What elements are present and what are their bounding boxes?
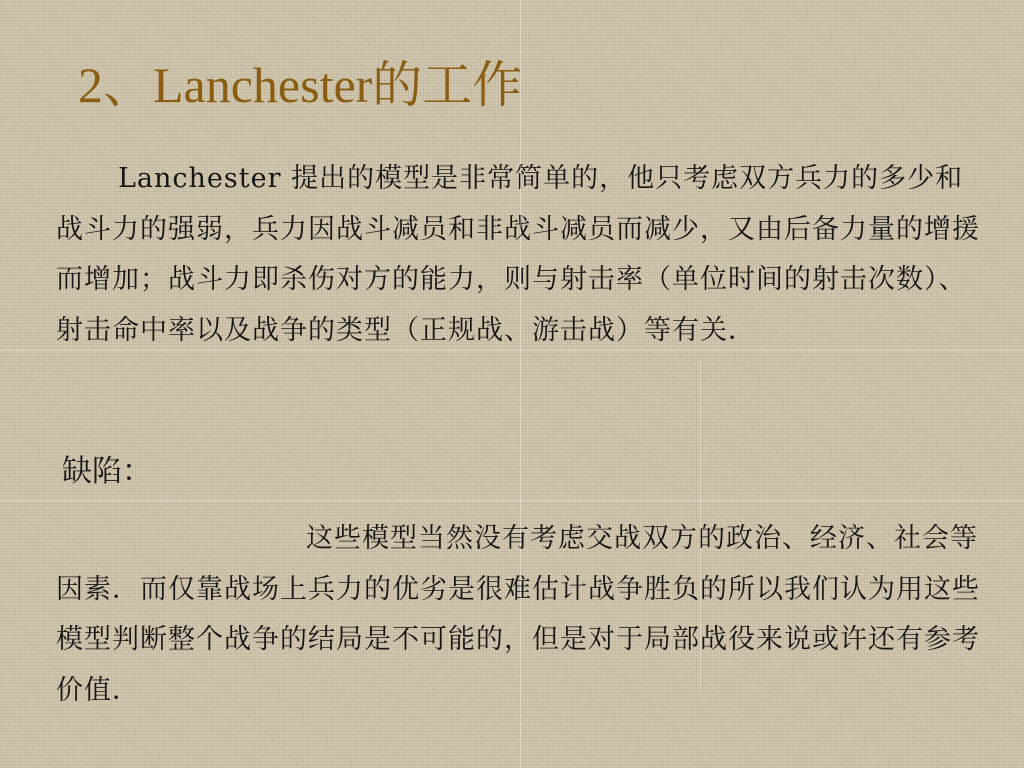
slide-title: 2、Lanchester的工作 — [78, 57, 523, 113]
background-seam — [520, 0, 521, 768]
defects-label: 缺陷： — [62, 454, 152, 489]
background-seam — [0, 500, 1024, 501]
background-seam — [700, 360, 701, 690]
background-seam — [0, 350, 1024, 351]
defects-paragraph: 这些模型当然没有考虑交战双方的政治、经济、社会等因素．而仅靠战场上兵力的优劣是很难估计战争胜负的所以我们认为用这些模型判断整个战争的结局是不可能的，但是对于局部战役来说或许还有参考价值． — [56, 523, 980, 706]
intro-paragraph: Lanchester 提出的模型是非常简单的，他只考虑双方兵力的多少和战斗力的强弱，兵力因战斗减员和非战斗减员而减少，又由后备力量的增援而增加；战斗力即杀伤对方的能力，则与射击率（单位时间的射击次数）、射击命中率以及战争的类型（正规战、游击战）等有关． — [56, 163, 980, 346]
